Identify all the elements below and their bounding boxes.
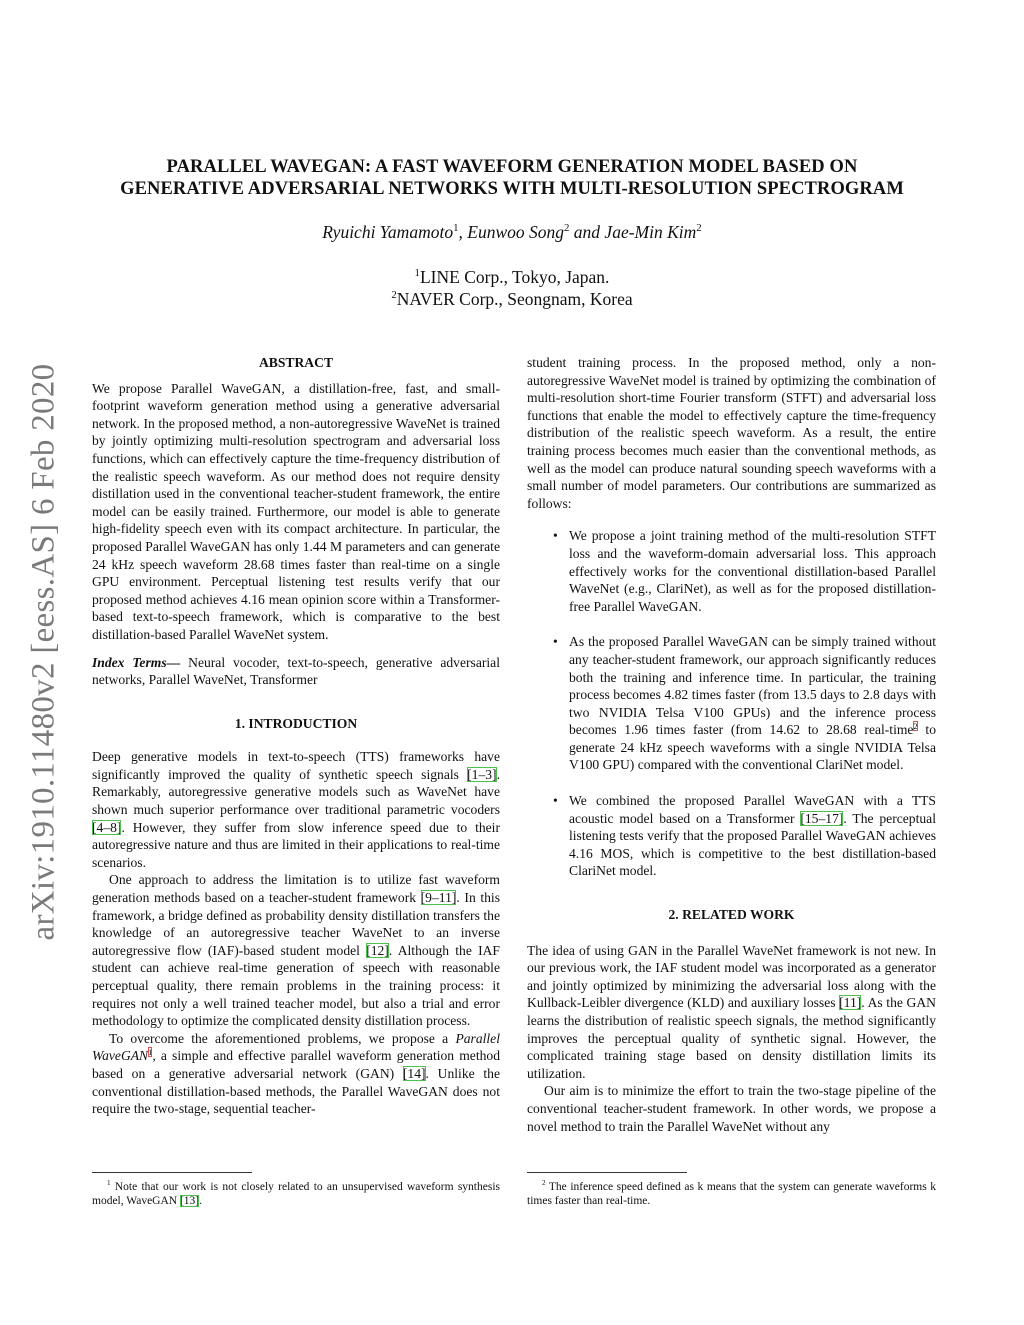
title-line-1: PARALLEL WAVEGAN: A FAST WAVEFORM GENERATION MODEL BASED ON: [166, 157, 858, 177]
list-item: [527, 527, 936, 615]
author-2: , Eunwoo Song: [458, 222, 564, 242]
footnote-1-text-b: .: [199, 1195, 203, 1207]
list-item-text: We propose a joint training method of the multi-resolution STFT loss and the waveform-domain adversarial loss. This approach effectively works for the conventional distillation-based Parallel WaveNet (e.g., ClariNet), as well as for the proposed distillation-free Parallel WaveGAN.: [569, 528, 936, 614]
intro-paragraph-1: [92, 748, 500, 871]
intro-p3-text-b: , a simple and effective parallel waveform generation method based on a generative adversarial network (GAN): [92, 1048, 500, 1081]
intro-p2-text-b: . In this framework, a bridge defined as probability density distillation transfers the knowledge of an autoregressive teacher WaveNet to an inverse autoregressive flow (IAF)-based student model: [92, 890, 500, 958]
related-paragraph-2: Our aim is to minimize the effort to train the two-stage pipeline of the conventional teacher-student framework. In other words, we propose a novel method to train the Parallel WaveNet without any: [527, 1083, 936, 1134]
affiliation-1: [60, 266, 964, 288]
related-work-heading: 2. RELATED WORK: [668, 907, 795, 923]
abstract-body: We propose Parallel WaveGAN, a distillation-free, fast, and small-footprint waveform generation method using a generative adversarial network. In the proposed method, a non-autoregressive WaveNet is trained by jointly optimizing multi-resolution spectrogram and adversarial loss functions, which can effectively capture the time-frequency distribution of the realistic speech waveform. As our method does not require density distillation used in the conventional teacher-student framework, the entire model can be easily trained. Furthermore, our model is able to generate high-fidelity speech even with its compact architecture. In particular, the proposed Parallel WaveGAN has only 1.44 M parameters and can generate 24 kHz speech waveform 28.68 times faster than real-time on a single GPU environment. Perceptual listening test results verify that our proposed method achieves 4.16 mean opinion score within a Transformer-based text-to-speech framework, which is comparative to the best distillation-based Parallel WaveNet system.: [92, 380, 500, 642]
arxiv-sidebar-stamp: [27, 352, 61, 952]
intro-p3-text-c: . Unlike the conventional distillation-based methods, the Parallel WaveGAN does not require the two-stage, sequential teacher-: [92, 1065, 500, 1117]
footnote-1-text-a: Note that our work is not closely related to an unsupervised waveform synthesis model, WaveGAN: [92, 1181, 500, 1207]
footnote-2-link[interactable]: 2: [913, 720, 918, 731]
footnote-divider: [527, 1172, 687, 1173]
intro-paragraph-2: [92, 871, 500, 1029]
affiliation-2-text: NAVER Corp., Seongnam, Korea: [396, 289, 633, 309]
list-item-text-b: to generate 24 kHz speech waveforms with a single NVIDIA Telsa V100 GPU) compared with the conventional ClariNet model.: [569, 722, 936, 773]
citation-link[interactable]: [1–3]: [467, 766, 497, 782]
list-item: [527, 633, 936, 774]
intro-p1-text-c: . However, they suffer from slow inference speed due to their autoregressive nature and thus are limited in their applications to real-time scenarios.: [92, 819, 500, 870]
bullet-icon: •: [553, 634, 558, 650]
right-paragraph-1: student training process. In the proposed method, only a non-autoregressive WaveNet model is trained by optimizing the combination of multi-resolution short-time Fourier transform (STFT) and adversarial loss functions that enable the model to effectively capture the time-frequency distribution of the realistic speech waveform. As a result, the entire training process becomes much easier than the conventional methods, as well as the model can produce natural sounding speech waveforms with a small number of model parameters. Our contributions are summarized as follows:: [527, 355, 936, 511]
citation-link[interactable]: [12]: [366, 942, 389, 958]
index-terms-label: Index Terms—: [92, 654, 181, 670]
citation-link[interactable]: [4–8]: [92, 819, 122, 835]
related-paragraph-1: [527, 942, 936, 1083]
intro-heading: 1. INTRODUCTION: [234, 715, 358, 731]
citation-link[interactable]: [9–11]: [420, 890, 457, 906]
affiliations: [60, 266, 964, 310]
abstract-heading: ABSTRACT: [258, 355, 334, 370]
list-item-text-b: . The perceptual listening tests verify that the proposed Parallel WaveGAN achieves 4.16 MOS, which is competitive to the best distillation-based ClariNet model.: [569, 810, 936, 879]
footnote-1-link[interactable]: 1: [148, 1046, 153, 1057]
bullet-icon: •: [553, 528, 558, 544]
right-column: [527, 354, 936, 1135]
bullet-icon: •: [553, 793, 558, 809]
index-terms-text: Neural vocoder, text-to-speech, generative adversarial networks, Parallel WaveNet, Transformer: [92, 654, 500, 688]
citation-link[interactable]: [11]: [839, 995, 862, 1011]
footnote-2: [527, 1180, 936, 1208]
authors: [60, 222, 964, 243]
contributions-list: [527, 527, 936, 880]
footnote-divider: [92, 1172, 252, 1173]
list-item-text-a: We combined the proposed Parallel WaveGAN with a TTS acoustic model based on a Transformer: [569, 793, 936, 826]
arxiv-id: arXiv:1910.11480v2 [eess.AS] 6 Feb 2020: [25, 363, 62, 941]
title-line-2: GENERATIVE ADVERSARIAL NETWORKS WITH MULTI-RESOLUTION SPECTROGRAM: [120, 179, 904, 199]
footnote-1-mark: 1: [107, 1179, 111, 1188]
intro-p1-text-b: . Remarkably, autoregressive generative models such as WaveNet have shown much superior performance over traditional parametric vocoders: [92, 766, 500, 818]
affiliation-2-mark: 2: [391, 289, 397, 302]
related-p1-text-a: The idea of using GAN in the Parallel WaveNet framework is not new. In our previous work, the IAF student model was incorporated as a generator and jointly optimized by minimizing the adversarial loss along with the Kullback-Leibler divergence (KLD) and auxiliary losses: [527, 942, 936, 1011]
index-terms: [92, 654, 500, 689]
author-2-affil: 2: [564, 222, 570, 235]
related-p1-text-b: . As the GAN learns the distribution of realistic speech signals, the method significantly improves the perceptual quality of synthetic signal. However, the complicated training stage based on density distillation limits its utilization.: [527, 995, 936, 1081]
citation-link[interactable]: [14]: [402, 1065, 426, 1081]
intro-p2-text-c: . Although the IAF student can achieve real-time generation of speech with reasonable perceptual quality, there remain problems in the training process: it requires not only a well trained teacher model, but also a trial and error methodology to optimize the complicated density distillation process.: [92, 942, 500, 1029]
intro-p3-text-a: To overcome the aforementioned problems, we propose a: [109, 1030, 456, 1046]
paper-title: [60, 156, 964, 200]
left-column: [92, 354, 500, 1118]
affiliation-2: [60, 288, 964, 310]
author-3: and Jae-Min Kim: [569, 222, 697, 242]
list-item: [527, 792, 936, 880]
author-1: Ryuichi Yamamoto: [322, 222, 454, 242]
affiliation-1-text: LINE Corp., Tokyo, Japan.: [419, 267, 610, 287]
footnote-1: [92, 1180, 500, 1208]
author-3-affil: 2: [696, 222, 702, 235]
footnote-2-mark: 2: [542, 1179, 546, 1188]
intro-p1-text-a: Deep generative models in text-to-speech (TTS) frameworks have significantly improved the quality of synthetic speech signals: [92, 749, 500, 782]
citation-link[interactable]: [15–17]: [800, 810, 844, 826]
intro-paragraph-3: [92, 1030, 500, 1118]
intro-p2-text-a: One approach to address the limitation is to utilize fast waveform generation methods based on a teacher-student framework: [92, 872, 500, 906]
list-item-text-a: As the proposed Parallel WaveGAN can be simply trained without any teacher-student framework, our approach significantly reduces both the training and inference time. In particular, the training process becomes 4.82 times faster (from 13.5 days to 2.8 days with two NVIDIA Telsa V100 GPUs) and the inference process becomes 1.96 times faster (from 14.62 to 28.68 real-time: [569, 634, 936, 738]
footnote-2-text: The inference speed defined as k means that the system can generate waveforms k times faster than real-time.: [527, 1181, 936, 1207]
citation-link[interactable]: [13]: [179, 1195, 200, 1207]
author-1-affil: 1: [453, 222, 459, 235]
affiliation-1-mark: 1: [414, 267, 420, 280]
intro-p3-emphasis: Parallel WaveGAN: [92, 1030, 500, 1064]
